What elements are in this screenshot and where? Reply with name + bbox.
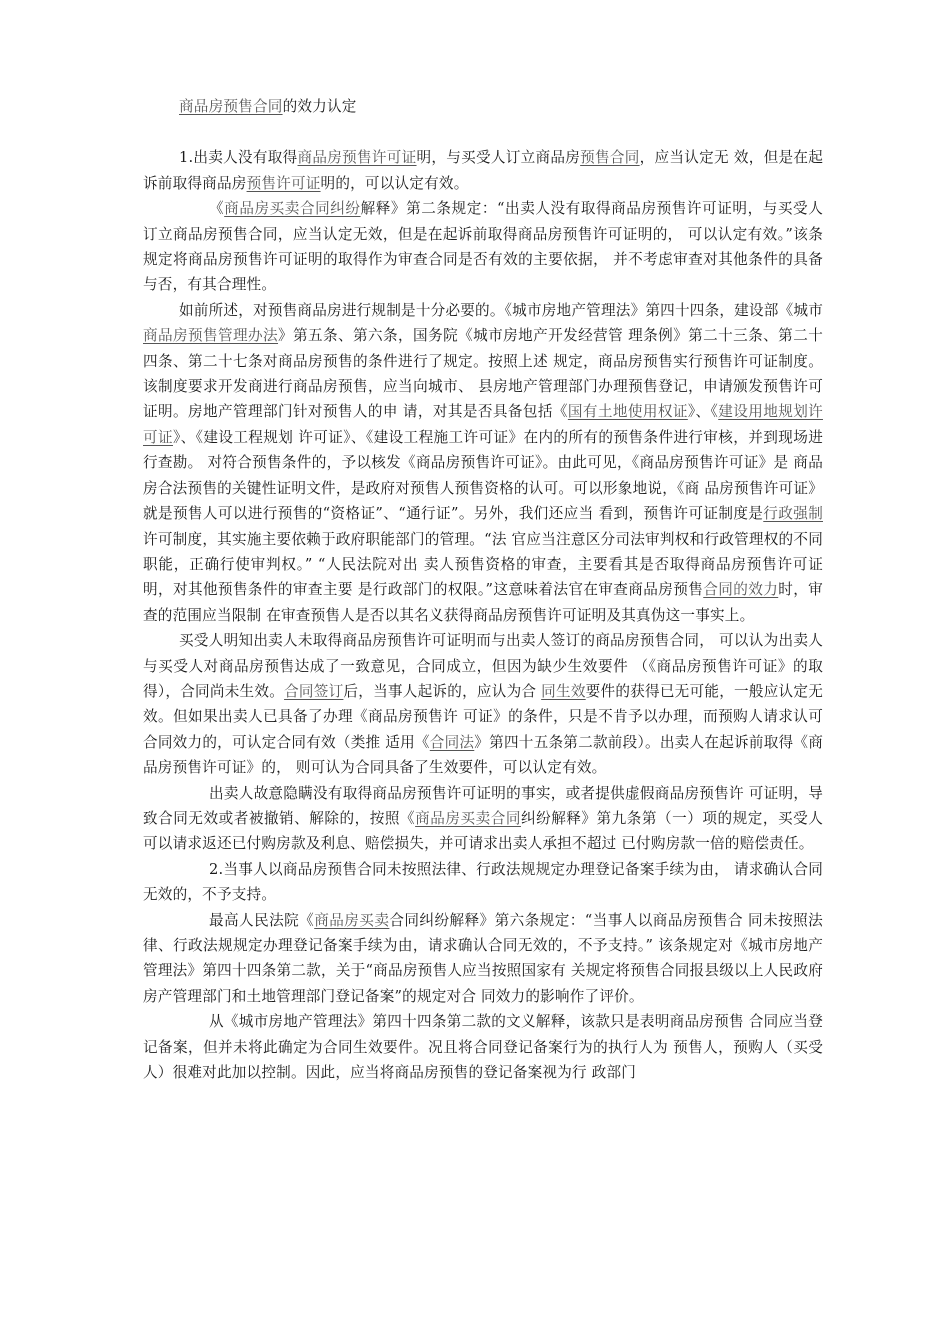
paragraph bbox=[143, 145, 823, 196]
paragraph bbox=[143, 196, 823, 298]
inline-link[interactable]: 预售许可证 bbox=[246, 174, 321, 192]
inline-link[interactable]: 商品房买卖合同纠纷 bbox=[224, 200, 361, 218]
paragraph bbox=[143, 1009, 823, 1085]
text-run: 《 bbox=[209, 200, 225, 218]
text-run: 许可制度，其实施主要依赖于政府职能部门的管理。“法 官应当注意区分司法审判权和行政管理权的不同职能，正确行使审判权。” “人民法院对出 卖人预售资格的审查，主要看其是否取得商品房预售许可证明，对其他预售条件的审查主要 是行政部门的权限。”这意味着法官在审查商品房预售 bbox=[143, 530, 823, 599]
text-run: 2.当事人以商品房预售合同未按照法律、行政法规规定办理登记备案手续为由， 请求确认合同无效的，不予支持。 bbox=[143, 860, 823, 904]
text-run: ，应当认定无 效，但是在起诉前取得商品房 bbox=[143, 149, 823, 192]
paragraph bbox=[143, 781, 823, 857]
text-run: 时，审查的范围应当限制 在审查预售人是否以其名义获得商品房预售许可证明及其真伪这一事实上。 bbox=[143, 581, 823, 624]
inline-link[interactable]: 商品房买卖合同 bbox=[415, 809, 521, 827]
text-run: 》、《 bbox=[687, 403, 719, 421]
inline-link[interactable]: 商品房买卖 bbox=[314, 911, 390, 929]
inline-link[interactable]: 合同的效力 bbox=[703, 581, 779, 599]
inline-link[interactable]: 商品房预售管理办法 bbox=[143, 327, 279, 345]
inline-link[interactable]: 商品房预售合同 bbox=[179, 98, 283, 115]
document-title bbox=[143, 94, 823, 119]
text-run: 的效力认定 bbox=[282, 98, 357, 115]
inline-link[interactable]: 建设用地规划许可证 bbox=[143, 403, 823, 446]
inline-link[interactable]: 商品房预售许可证 bbox=[297, 149, 417, 167]
text-run: 最高人民法院《 bbox=[209, 911, 315, 929]
inline-link[interactable]: 行政强制 bbox=[763, 505, 823, 523]
document-body bbox=[143, 94, 823, 1085]
text-run: 1.出卖人没有取得 bbox=[179, 149, 298, 167]
text-run: 出卖人故意隐瞒没有取得商品房预售许可证明的事实，或者提供虚假商品房预售许 可证明，导致合同无效或者被撤销、解除的，按照《 bbox=[143, 784, 823, 827]
paragraph bbox=[143, 298, 823, 628]
inline-link[interactable]: 合同法 bbox=[429, 733, 475, 751]
paragraph bbox=[143, 857, 823, 908]
text-run: 纠纷解释》第九条第（一）项的规定，买受人可以请求返还已付购房款及利息、赔偿损失，并可请求出卖人承担不超过 已付购房款一倍的赔偿责任。 bbox=[143, 809, 823, 853]
text-run: 从《城市房地产管理法》第四十四条第二款的文义解释，该款只是表明商品房预售 合同应当登记备案，但并未将此确定为合同生效要件。况且将合同登记备案行为的执行人为 预售人，预购人（买受人）很难对此加以控制。因此，应当将商品房预售的登记备案视为行 政部门 bbox=[143, 1013, 823, 1082]
text-run: 明，与买受人订立商品房 bbox=[416, 149, 581, 167]
inline-link[interactable]: 合同签订 bbox=[284, 682, 344, 700]
text-run: 后，当事人起诉的，应认为合 bbox=[343, 682, 542, 700]
inline-link[interactable]: 同生效 bbox=[541, 682, 586, 700]
text-run: 明的，可以认定有效。 bbox=[320, 174, 469, 192]
text-run: 如前所述，对预售商品房进行规制是十分必要的。《城市房地产管理法》第四十四条，建设部《城市 bbox=[179, 301, 823, 319]
text-run: 买受人明知出卖人未取得商品房预售许可证明而与出卖人签订的商品房预售合同， 可以认为出卖人与买受人对商品房预售达成了一致意见，合同成立，但因为缺少生效要件 （《商品房预售许可证》的取得），合同尚未生效。 bbox=[143, 632, 823, 700]
text-run: 》第五条、第六条，国务院《城市房地产开发经营管 理条例》第二十三条、第二十四条、第二十七条对商品房预售的条件进行了规定。按照上述 规定，商品房预售实行预售许可证制度。该制度要求开发商进行商品房预售，应当向城市、 县房地产管理部门办理预售登记，申请颁发预售许可证明。房地产管理部门针对预售人的申 请，对其是否具备包括《 bbox=[143, 327, 823, 421]
text-run: 》第四十五条第二款前段）。出卖人在起诉前取得《商品房预售许可证》的， 则可认为合同具备了生效要件，可以认定有效。 bbox=[143, 733, 823, 777]
inline-link[interactable]: 预售合同 bbox=[580, 149, 640, 167]
text-run: 》、《建设工程规划 许可证》、《建设工程施工许可证》在内的所有的预售条件进行审核，并到现场进行查勘。 对符合预售条件的，予以核发《商品房预售许可证》。由此可见，《商品房预售许可证》是 商品房合法预售的关键性证明文件，是政府对预售人预售资格的认可。可以形象地说，《商 品房预售许可证》就是预售人可以进行预售的“资格证”、“通行证”。另外，我们还应当 看到，预售许可证制度是 bbox=[143, 428, 823, 523]
text-run: 合同纠纷解释》第六条规定：“当事人以商品房预售合 同未按照法律、行政法规规定办理登记备案手续为由，请求确认合同无效的，不予支持。” 该条规定对《城市房地产管理法》第四十四条第二款，关于“商品房预售人应当按照国家有 关规定将预售合同报县级以上人民政府房产管理部门和土地管理部门登记备案”的规定对合 同效力的影响作了评价。 bbox=[143, 911, 823, 1005]
document-paragraphs bbox=[143, 145, 823, 1085]
inline-link[interactable]: 国有土地使用权证 bbox=[567, 403, 688, 421]
paragraph bbox=[143, 628, 823, 780]
paragraph bbox=[143, 908, 823, 1010]
text-run: 要件的获得已无可能，一般应认定无效。但如果出卖人已具备了办理《商品房预售许 可证》的条件，只是不肯予以办理，而预购人请求认可合同效力的，可认定合同有效（类推 适用《 bbox=[143, 682, 823, 751]
text-run: 解释》第二条规定：“出卖人没有取得商品房预售许可证明，与买受人订立商品房预售合同，应当认定无效，但是在起诉前取得商品房预售许可证明的， 可以认定有效。”该条规定将商品房预售许可证明的取得作为审查合同是否有效的主要依据， 并不考虑审查对其他条件的具备与否，有其合理性。 bbox=[143, 200, 823, 294]
